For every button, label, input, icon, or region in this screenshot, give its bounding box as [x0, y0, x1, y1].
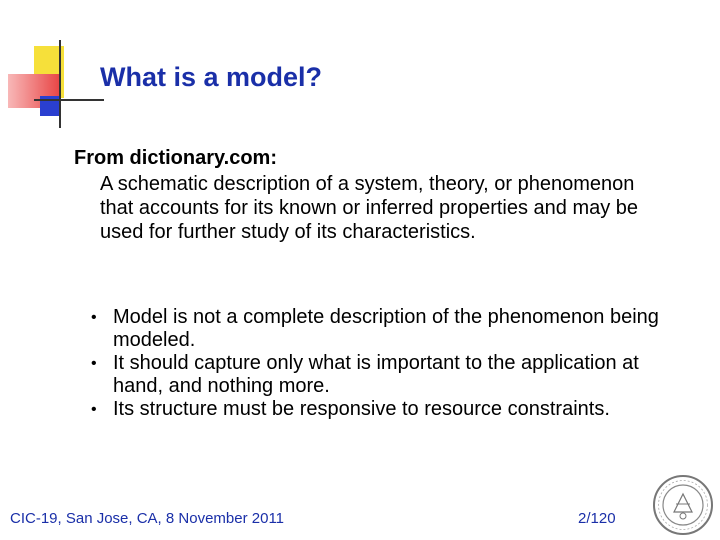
bullet-dot-icon: •: [91, 355, 97, 372]
bullet-text: It should capture only what is important to the application at hand, and nothing more.: [113, 352, 639, 397]
source-label: From dictionary.com:: [74, 147, 277, 169]
definition-block: [74, 146, 674, 244]
bullet-item: [91, 306, 673, 352]
bullet-list: [91, 306, 673, 421]
bullet-dot-icon: •: [91, 309, 97, 326]
page-number: 2/120: [578, 510, 616, 527]
university-seal-icon: [652, 474, 714, 536]
bullet-dot-icon: •: [91, 401, 97, 418]
bullet-text: Its structure must be responsive to resource constraints.: [113, 398, 610, 420]
footer-conference: CIC-19, San Jose, CA, 8 November 2011: [10, 510, 285, 527]
bullet-text: Model is not a complete description of the phenomenon being modeled.: [113, 306, 659, 351]
definition-text: A schematic description of a system, theory, or phenomenon that accounts for its known or inferred properties and may be used for further study of its characteristics.: [100, 173, 639, 243]
bullet-item: [91, 352, 673, 398]
bullet-item: [91, 398, 673, 421]
slide-title: What is a model?: [100, 62, 323, 92]
